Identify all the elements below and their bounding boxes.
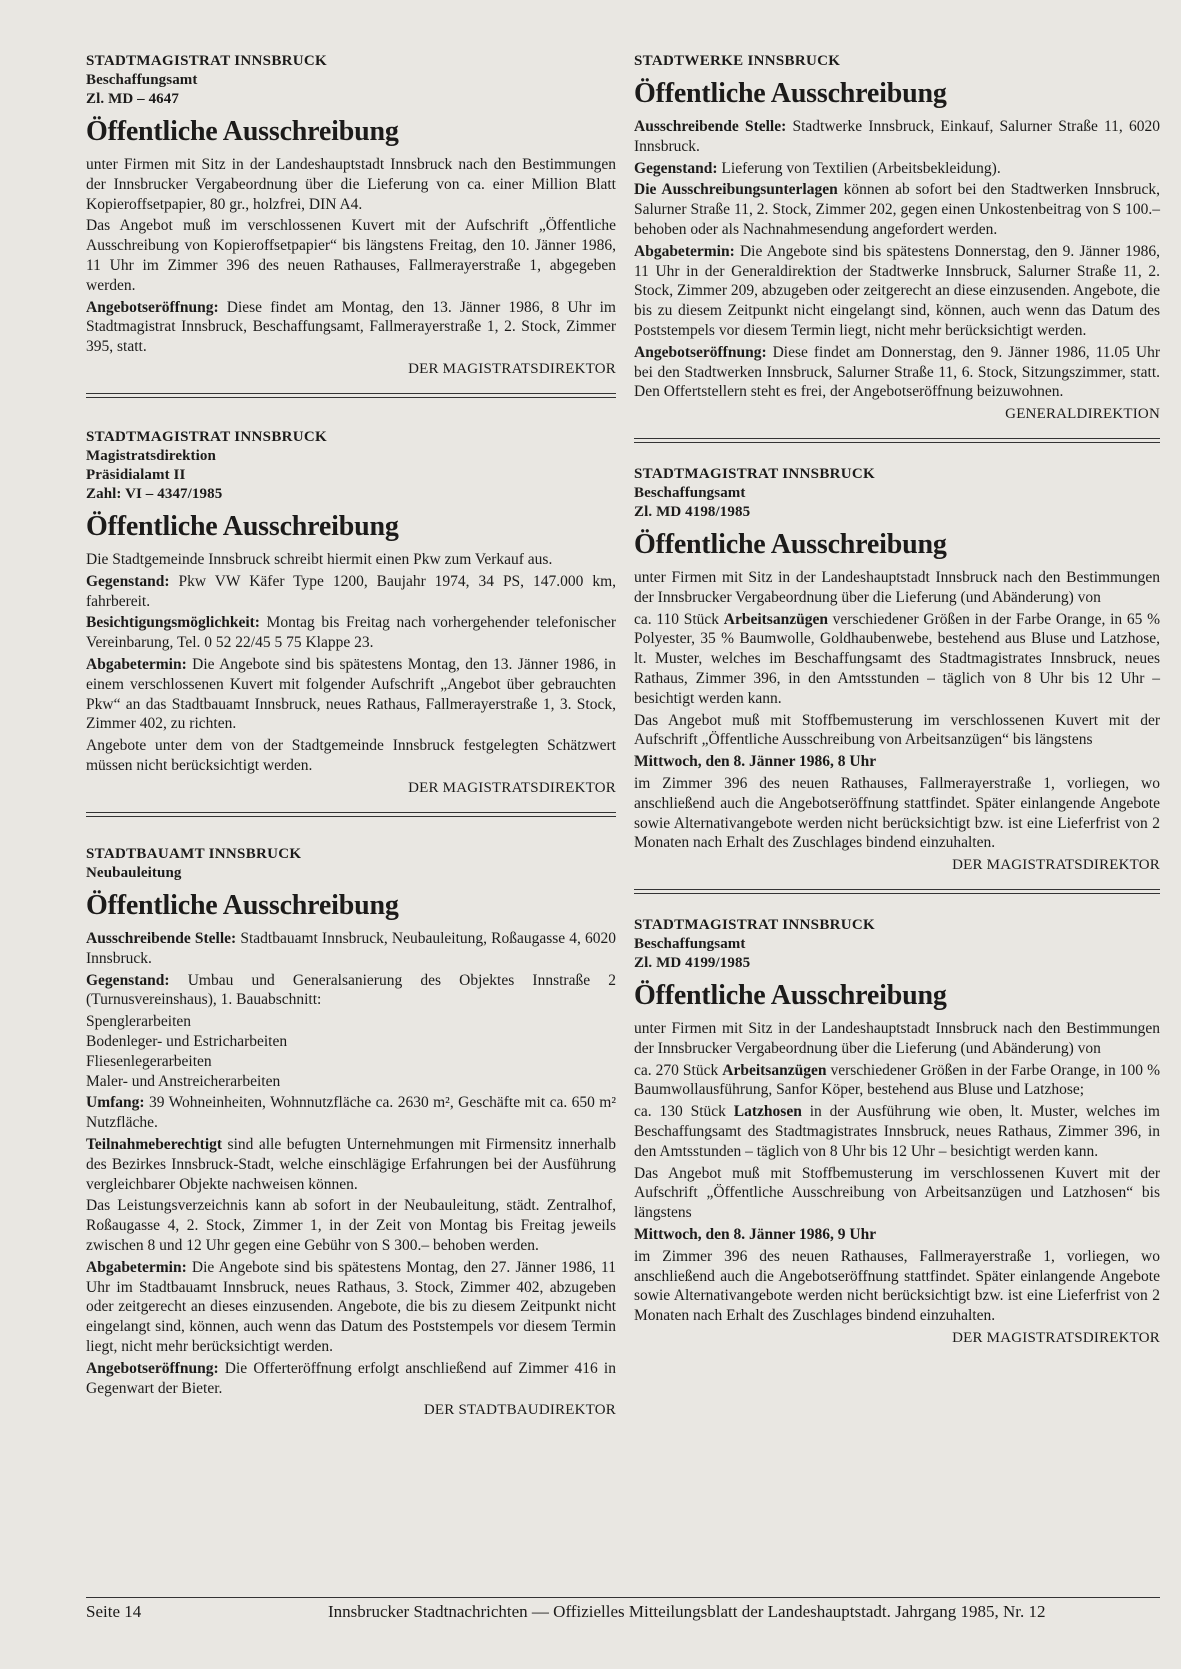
notice-paragraph	[86, 1258, 616, 1357]
paragraph-lead: Abgabetermin:	[86, 655, 187, 673]
paragraph-lead: Arbeitsanzügen	[723, 610, 828, 628]
section-divider	[86, 812, 616, 817]
paragraph-text: Angebote unter dem von der Stadtgemeinde Innsbruck festgelegten Schätzwert müssen nicht berücksichtigt werden.	[86, 737, 616, 774]
paragraph-lead: Umfang:	[86, 1094, 145, 1112]
notice-paragraph	[86, 1012, 616, 1091]
notice-paragraph	[634, 568, 1160, 608]
notice-signature: DER MAGISTRATSDIREKTOR	[952, 857, 1160, 874]
paragraph-text: im Zimmer 396 des neuen Rathauses, Fallmerayerstraße 1, vorliegen, wo anschließend auch die Angebotseröffnung stattfindet. Später einlangende Angebote sowie Alternativangebote werden nicht berücksichtigt bzw. ist eine Lieferfrist von 2 Monaten nach Erhalt des Zuschlages bindend einzuhalten.	[634, 774, 1160, 852]
paragraph-prefix: ca. 110 Stück	[634, 610, 724, 628]
paragraph-text: sind alle befugten Unternehmungen mit Firmensitz innerhalb des Bezirkes Innsbruck-Stadt, welche einschlägige Erfahrungen bei der Ausführung vergleichbarer Objekte nachweisen können.	[86, 1135, 616, 1193]
notice-left-3	[86, 845, 616, 1420]
paragraph-lead: Besichtigungsmöglichkeit:	[86, 614, 260, 632]
notice-paragraph	[86, 1196, 616, 1255]
paragraph-text: 39 Wohneinheiten, Wohnnutzfläche ca. 2630 m², Geschäfte mit ca. 650 m² Nutzfläche.	[86, 1094, 616, 1132]
paragraph-text: Lieferung von Textilien (Arbeitsbekleidung).	[717, 159, 1001, 177]
notice-paragraph	[634, 1247, 1160, 1326]
notice-header-line: Zl. MD 4198/1985	[634, 504, 751, 520]
paragraph-lead: Arbeitsanzügen	[722, 1061, 827, 1079]
notice-signature: DER STADTBAUDIREKTOR	[423, 1402, 616, 1419]
paragraph-text: in der Ausführung wie oben, lt. Muster, welches im Beschaffungsamt des Stadtmagistrates Innsbruck, neues Rathaus, Zimmer 396, in den Amtsstunden – täglich von 8 Uhr bis 12 Uhr – besichtigt werden kann.	[634, 1103, 1160, 1160]
notice-paragraph	[634, 1164, 1160, 1223]
notice-title: Öffentliche Ausschreibung	[86, 116, 399, 147]
notice-org: STADTMAGISTRAT INNSBRUCK	[86, 53, 327, 69]
notice-signature: DER MAGISTRATSDIREKTOR	[408, 779, 616, 796]
notice-paragraph	[86, 550, 616, 570]
notice-paragraph	[634, 117, 1160, 157]
paragraph-text: Diese findet am Donnerstag, den 9. Jänner 1986, 11.05 Uhr bei den Stadtwerken Innsbruck, Salurner Straße 11, 6. Stock, Sitzungszimmer, statt. Den Offertstellern steht es frei, der Angebotseröffnung beizuwohnen.	[634, 343, 1160, 401]
notice-right-2	[634, 465, 1160, 875]
notice-title: Öffentliche Ausschreibung	[86, 890, 399, 921]
paragraph-lead: Mittwoch, den 8. Jänner 1986, 9 Uhr	[634, 1225, 877, 1243]
paragraph-text: können ab sofort bei den Stadtwerken Innsbruck, Salurner Straße 11, 2. Stock, Zimmer 202, gegen einen Unkostenbeitrag von S 100.– behoben oder als Nachnahmesendung angefordert werden.	[634, 181, 1160, 238]
paragraph-lead: Abgabetermin:	[86, 1258, 187, 1276]
section-divider	[634, 889, 1160, 894]
notice-paragraph	[634, 159, 1160, 179]
notice-header-line: Magistratsdirektion	[86, 448, 216, 464]
section-divider	[86, 393, 616, 398]
notice-header-line: Beschaffungsamt	[86, 72, 198, 88]
paragraph-text: Die Stadtgemeinde Innsbruck schreibt hiermit einen Pkw zum Verkauf aus.	[86, 551, 553, 568]
notice-paragraph	[634, 610, 1160, 709]
paragraph-text: verschiedener Größen in der Farbe Orange, in 65 % Polyester, 35 % Baumwolle, Goldhaubenwebe, bestehend aus Bluse und Latzhose, lt. Muster, welches im Beschaffungsamt des Stadtmagistrates Innsbruck, neues Rathaus, Zimmer 396, in den Amtsstunden – täglich von 8 Uhr bis 12 Uhr – besichtigt werden kann.	[634, 610, 1160, 707]
paragraph-text: Die Offerteröffnung erfolgt anschließend auf Zimmer 416 in Gegenwart der Bieter.	[86, 1359, 616, 1397]
paragraph-text: Das Angebot muß im verschlossenen Kuvert mit der Aufschrift „Öffentliche Ausschreibung von Kopieroffsetpapier“ bis längstens Freitag, den 10. Jänner 1986, 11 Uhr im Zimmer 396 des neuen Rathauses, Fallmerayerstraße 1, abgegeben werden.	[86, 217, 616, 294]
paragraph-text: unter Firmen mit Sitz in der Landeshauptstadt Innsbruck nach den Bestimmungen der Innsbrucker Vergabeordnung über die Lieferung (und Abänderung) von	[634, 1020, 1160, 1057]
paragraph-lead: Teilnahmeberechtigt	[86, 1135, 223, 1153]
notice-header-line: Zl. MD 4199/1985	[634, 955, 751, 971]
notice-left-1	[86, 52, 616, 379]
notice-paragraph	[634, 1102, 1160, 1161]
notice-paragraph	[86, 613, 616, 653]
paragraph-prefix: ca. 270 Stück	[634, 1061, 723, 1079]
paragraph-text: im Zimmer 396 des neuen Rathauses, Fallmerayerstraße 1, vorliegen, wo anschließend auch die Angebotseröffnung stattfindet. Später einlangende Angebote sowie Alternativangebote werden nicht berücksichtigt bzw. ist eine Lieferfrist von 2 Monaten nach Erhalt des Zuschlages bindend einzuhalten.	[634, 1247, 1160, 1325]
notice-title: Öffentliche Ausschreibung	[86, 511, 399, 542]
paragraph-text: verschiedener Größen in der Farbe Orange, in 100 % Baumwollausführung, Sanfor Köper, bestehend aus Bluse und Latzhose;	[634, 1061, 1160, 1099]
publication-line: Innsbrucker Stadtnachrichten — Offizielles Mitteilungsblatt der Landeshauptstadt. Jahrgang 1985, Nr. 12	[328, 1602, 1046, 1621]
paragraph-text: Die Angebote sind bis spätestens Donnerstag, den 9. Jänner 1986, 11 Uhr in der Generaldirektion der Stadtwerke Innsbruck, Salurner Straße 11, 2. Stock, Zimmer 209, abzugeben oder zeitgerecht an diese einzusenden. Angebote, die bis zu diesem Zeitpunkt nicht eingelangt sind, können, auch wenn das Datum des Poststempels vor diesem Termin liegt, nicht mehr berücksichtigt werden.	[634, 242, 1160, 339]
paragraph-lead: Mittwoch, den 8. Jänner 1986, 8 Uhr	[634, 753, 877, 771]
notice-paragraph	[86, 736, 616, 776]
notice-paragraph	[86, 572, 616, 612]
notice-paragraph	[86, 216, 616, 295]
notice-org: STADTBAUAMT INNSBRUCK	[86, 846, 302, 862]
notice-paragraph	[634, 1061, 1160, 1101]
paragraph-text: Spenglerarbeiten Bodenleger- und Estricharbeiten Fliesenlegerarbeiten Maler- und Anstreicherarbeiten	[86, 1013, 288, 1090]
notice-paragraph	[634, 1225, 1160, 1245]
notice-paragraph	[86, 298, 616, 357]
notice-title: Öffentliche Ausschreibung	[634, 78, 947, 109]
paragraph-text: Diese findet am Montag, den 13. Jänner 1986, 8 Uhr im Stadtmagistrat Innsbruck, Beschaffungsamt, Fallmerayerstraße 1, 2. Stock, Zimmer 395, statt.	[86, 298, 616, 356]
notice-header-line: Zl. MD – 4647	[86, 91, 179, 107]
notice-paragraph	[634, 180, 1160, 239]
section-divider	[634, 438, 1160, 443]
page-number: Seite 14	[86, 1602, 142, 1621]
paragraph-text: unter Firmen mit Sitz in der Landeshauptstadt Innsbruck nach den Bestimmungen der Innsbrucker Vergabeordnung über die Lieferung (und Abänderung) von	[634, 569, 1160, 606]
paragraph-lead: Gegenstand:	[634, 159, 718, 177]
notice-paragraph	[86, 929, 616, 969]
notice-header-line: Beschaffungsamt	[634, 936, 746, 952]
paragraph-lead: Abgabetermin:	[634, 242, 735, 260]
notice-paragraph	[86, 1093, 616, 1133]
paragraph-text: Montag bis Freitag nach vorhergehender telefonischer Vereinbarung, Tel. 0 52 22/45 5 75 Klappe 23.	[86, 614, 616, 652]
notice-paragraph	[634, 752, 1160, 772]
notice-header-line: Zahl: VI – 4347/1985	[86, 486, 223, 502]
notice-header-line: Beschaffungsamt	[634, 485, 746, 501]
notice-paragraph	[86, 1135, 616, 1194]
notice-org: STADTMAGISTRAT INNSBRUCK	[634, 917, 875, 933]
paragraph-text: Die Angebote sind bis spätestens Montag, den 13. Jänner 1986, in einem verschlossenen Kuvert mit folgender Aufschrift „Angebot über gebrauchten Pkw“ an das Stadtbauamt Innsbruck, neues Rathaus, Fallmerayerstraße 1, 3. Stock, Zimmer 402, zu richten.	[86, 655, 616, 733]
paragraph-text: Das Leistungsverzeichnis kann ab sofort in der Neubauleitung, städt. Zentralhof, Roßaugasse 4, 2. Stock, Zimmer 1, in der Zeit von Montag bis Freitag jeweils zwischen 8 und 12 Uhr gegen eine Gebühr von S 300.– behoben werden.	[86, 1197, 616, 1254]
paragraph-lead: Angebotseröffnung:	[86, 1359, 219, 1377]
paragraph-prefix: ca. 130 Stück	[634, 1103, 734, 1121]
notice-paragraph	[634, 711, 1160, 751]
notice-header-line: Neubauleitung	[86, 865, 182, 881]
paragraph-text: Die Angebote sind bis spätestens Montag, den 27. Jänner 1986, 11 Uhr im Stadtbauamt Innsbruck, neues Rathaus, 3. Stock, Zimmer 402, abzugeben oder zeitgerecht an dieses einzusenden. Angebote, die bis zu diesem Zeitpunkt nicht eingelangt sind, können, auch wenn das Datum des Poststempels vor diesem Termin liegt, nicht mehr berücksichtigt werden.	[86, 1258, 616, 1355]
paragraph-lead: Angebotseröffnung:	[634, 343, 767, 361]
notice-signature: DER MAGISTRATSDIREKTOR	[408, 360, 616, 377]
notice-paragraph	[86, 655, 616, 734]
notice-header-line: Präsidialamt II	[86, 467, 186, 483]
paragraph-lead: Ausschreibende Stelle:	[86, 930, 237, 947]
paragraph-lead: Angebotseröffnung:	[86, 298, 219, 316]
paragraph-text: Stadtbauamt Innsbruck, Neubauleitung, Roßaugasse 4, 6020 Innsbruck.	[86, 930, 616, 967]
notice-paragraph	[86, 971, 616, 1011]
notice-title: Öffentliche Ausschreibung	[634, 980, 947, 1011]
notice-left-2	[86, 428, 616, 798]
notice-paragraph	[86, 1359, 616, 1399]
notice-title: Öffentliche Ausschreibung	[634, 529, 947, 560]
paragraph-text: unter Firmen mit Sitz in der Landeshauptstadt Innsbruck nach den Bestimmungen der Innsbrucker Vergabeordnung über die Lieferung von ca. einer Million Blatt Kopieroffsetpapier, 80 gr., holzfrei, DIN A4.	[86, 156, 616, 213]
paragraph-text: Das Angebot muß mit Stoffbemusterung im verschlossenen Kuvert mit der Aufschrift „Öffentliche Ausschreibung von Arbeitsanzügen“ bis längstens	[634, 711, 1160, 749]
notice-signature: GENERALDIREKTION	[1005, 406, 1160, 423]
notice-paragraph	[634, 774, 1160, 853]
paragraph-text: Stadtwerke Innsbruck, Einkauf, Salurner Straße 11, 6020 Innsbruck.	[634, 118, 1160, 155]
notice-paragraph	[634, 242, 1160, 341]
paragraph-text: Das Angebot muß mit Stoffbemusterung im verschlossenen Kuvert mit der Aufschrift „Öffentliche Ausschreibung von Arbeitsanzügen und Latzhosen“ bis längstens	[634, 1164, 1160, 1222]
notice-right-3	[634, 916, 1160, 1348]
footer-rule	[86, 1597, 1160, 1598]
paragraph-lead: Die Ausschreibungsunterlagen	[634, 181, 838, 199]
notice-paragraph	[86, 155, 616, 214]
notice-org: STADTWERKE INNSBRUCK	[634, 53, 841, 69]
notice-org: STADTMAGISTRAT INNSBRUCK	[86, 429, 327, 445]
paragraph-text: Umbau und Generalsanierung des Objektes Innstraße 2 (Turnusvereinshaus), 1. Bauabschnitt:	[86, 971, 616, 1009]
notice-right-1	[634, 52, 1160, 424]
paragraph-lead: Gegenstand:	[86, 572, 170, 590]
notice-signature: DER MAGISTRATSDIREKTOR	[952, 1329, 1160, 1346]
notice-paragraph	[634, 1019, 1160, 1059]
notice-org: STADTMAGISTRAT INNSBRUCK	[634, 466, 875, 482]
notice-paragraph	[634, 343, 1160, 402]
paragraph-lead: Gegenstand:	[86, 971, 170, 989]
paragraph-text: Pkw VW Käfer Type 1200, Baujahr 1974, 34 PS, 147.000 km, fahrbereit.	[86, 572, 616, 610]
paragraph-lead: Latzhosen	[733, 1103, 802, 1121]
paragraph-lead: Ausschreibende Stelle:	[634, 118, 787, 135]
